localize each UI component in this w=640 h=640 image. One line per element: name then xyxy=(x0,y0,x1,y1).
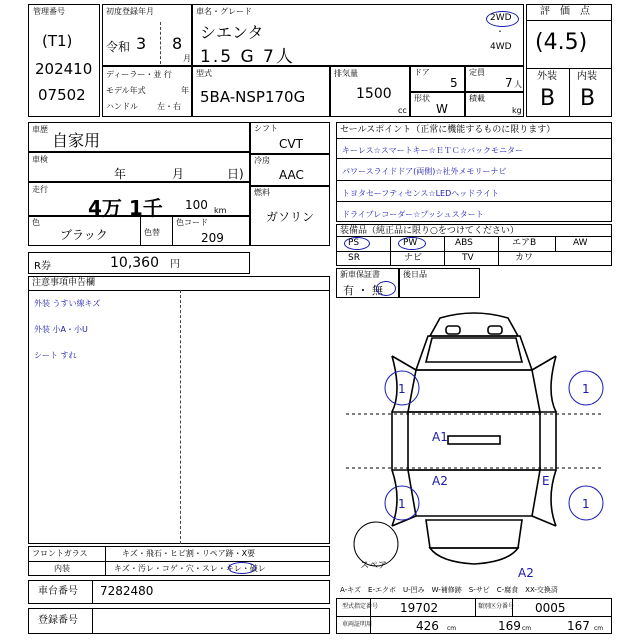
shape-value: W xyxy=(436,102,448,116)
glass-value: キズ・飛石・ヒビ割・リペア跡・X要 xyxy=(122,549,256,558)
int-label: 内装 xyxy=(577,71,597,82)
ext-grade: B xyxy=(540,86,556,111)
interior-value: キズ・汚レ・コゲ・穴・スレ・キレ・破レ xyxy=(114,564,266,573)
drive-4wd: 4WD xyxy=(490,42,512,52)
chassis-value: 7282480 xyxy=(100,584,154,598)
cap-unit: 人 xyxy=(514,80,522,89)
diag-label: 1 xyxy=(398,497,406,511)
shift-value: CVT xyxy=(279,137,303,151)
cap-label: 定員 xyxy=(469,68,485,77)
equip-aw: AW xyxy=(573,238,588,248)
diag-label: E xyxy=(542,474,550,488)
spec-type-label: 型式指定番号 xyxy=(342,603,379,610)
spec-dim-label: 車両証明用 xyxy=(342,621,373,628)
diag-label: A2 xyxy=(432,474,448,488)
cap-value: 7 xyxy=(505,76,513,90)
sales-point: キーレス☆スマートキー☆ＥＴＣ☆バックモニター xyxy=(342,146,523,155)
shift-label: シフト xyxy=(254,124,278,133)
equip-pw: PW xyxy=(403,238,418,248)
mgmt-num1: 202410 xyxy=(35,60,93,78)
insp-day: 日) xyxy=(227,167,244,181)
reg-year: 3 xyxy=(136,34,147,53)
drive-dot: ・ xyxy=(496,27,504,36)
drive-2wd: 2WD xyxy=(490,13,512,23)
spec-height: 167 xyxy=(567,619,590,633)
disp-unit: cc xyxy=(398,106,407,115)
regnum-label: 登録番号 xyxy=(38,615,78,626)
spec-type-val: 19702 xyxy=(400,601,439,615)
usage-label: 車歴 xyxy=(32,125,48,134)
color-label: 色 xyxy=(32,218,40,227)
interior-sure-circle xyxy=(228,562,256,574)
fuel-value: ガソリン xyxy=(266,210,315,224)
color-change: 色替 xyxy=(144,228,160,237)
reg-era: 令和 xyxy=(106,40,131,54)
insp-year: 年 xyxy=(114,167,127,181)
color-code-label: 色コード xyxy=(176,218,208,227)
car-grade: 1.5 G 7人 xyxy=(200,47,295,67)
notes-item: 外装 小A・小U xyxy=(34,325,88,334)
reg-month-unit: 月 xyxy=(183,54,191,63)
recycle-label: R券 xyxy=(34,261,51,272)
disp-value: 1500 xyxy=(356,86,392,102)
load-label: 積載 xyxy=(469,94,485,103)
sales-point: パワースライドドア(両側)☆社外メモリーナビ xyxy=(342,167,507,176)
diag-label: 1 xyxy=(582,382,590,396)
warranty-none-circle xyxy=(376,281,396,296)
date-label: 後日品 xyxy=(403,270,427,279)
door-value: 5 xyxy=(450,76,458,90)
notes-box xyxy=(28,276,330,544)
type-label: 型式 xyxy=(196,69,212,78)
spare-label: スペア xyxy=(360,561,388,571)
recycle-value: 10,360 xyxy=(110,255,159,271)
mileage-label: 走行 xyxy=(32,185,48,194)
year-unit: 年 xyxy=(181,86,189,95)
dealer-label: ディーラー・並 行 xyxy=(106,70,172,79)
ac-value: AAC xyxy=(279,168,304,182)
equip-navi: ナビ xyxy=(404,253,423,263)
color-value: ブラック xyxy=(60,228,108,242)
mgmt-num2: 07502 xyxy=(38,86,86,104)
fuel-label: 燃料 xyxy=(254,188,270,197)
sales-point: ドライブレコーダー☆プッシュスタート xyxy=(342,210,484,219)
warranty-label: 新車保証書 xyxy=(340,270,380,279)
diag-label: 1 xyxy=(398,382,406,396)
equip-airbag: エアB xyxy=(512,238,537,248)
legend: A-キズ E-エクボ U-凹み W-補修跡 S-サビ C-腐食 XX-交換済 xyxy=(340,586,558,594)
sales-label: セールスポイント（正常に機能するものに限ります） xyxy=(340,125,556,135)
notes-item: 外装 うすい線キズ xyxy=(34,299,101,308)
ext-label: 外装 xyxy=(537,71,557,82)
insp-month: 月 xyxy=(172,167,185,181)
spec-unit: cm xyxy=(522,625,532,632)
mileage-value: 4万 1千 xyxy=(88,196,163,220)
int-grade: B xyxy=(580,86,596,111)
spec-length: 426 xyxy=(416,619,439,633)
interior-label: 内装 xyxy=(54,564,70,573)
spec-unit: cm xyxy=(594,625,604,632)
diag-label: A2 xyxy=(518,566,534,580)
glass-label: フロントガラス xyxy=(32,549,88,558)
car-label: 車名・グレード xyxy=(196,7,252,16)
chassis-label: 車台番号 xyxy=(38,586,78,597)
reg-label: 初度登録年月 xyxy=(106,7,154,16)
load-unit: kg xyxy=(512,106,522,115)
insp-box xyxy=(28,152,250,182)
car-diagram xyxy=(336,300,612,578)
diag-label: A1 xyxy=(432,430,448,444)
color-code: 209 xyxy=(201,231,224,245)
handle-val: 左・右 xyxy=(157,102,181,111)
equip-sr: SR xyxy=(348,253,360,263)
notes-label: 注意事項申告欄 xyxy=(32,278,96,288)
car-name: シエンタ xyxy=(200,23,264,42)
spec-unit: cm xyxy=(447,625,457,632)
model-year-label: モデル年式 xyxy=(106,86,146,95)
equip-abs: ABS xyxy=(455,238,473,248)
insp-label: 車検 xyxy=(32,155,48,164)
mileage-unit: km xyxy=(214,206,227,215)
equip-tv: TV xyxy=(462,253,474,263)
disp-label: 排気量 xyxy=(334,69,358,78)
type-value: 5BA-NSP170G xyxy=(200,88,306,106)
reg-month: 8 xyxy=(172,34,183,53)
notes-item: シート すれ xyxy=(34,351,77,360)
equip-ps: PS xyxy=(348,238,360,248)
spec-width: 169 xyxy=(498,619,521,633)
spec-class-val: 0005 xyxy=(535,601,566,615)
mgmt-label: 管理番号 xyxy=(33,7,65,16)
door-label: ドア xyxy=(414,68,430,77)
handle-label: ハンドル xyxy=(106,102,138,111)
spec-class-label: 類別区分番号 xyxy=(478,603,515,610)
shape-label: 形状 xyxy=(414,94,430,103)
mileage-hundreds: 100 xyxy=(185,198,208,212)
warranty-value: 有 ・ 無 xyxy=(343,284,383,297)
recycle-unit: 円 xyxy=(170,259,180,270)
grade-label: 評 価 点 xyxy=(540,6,590,17)
mgmt-t: (T1) xyxy=(42,32,73,50)
usage-value: 自家用 xyxy=(52,131,101,150)
grade-score: (4.5) xyxy=(535,30,588,55)
diag-label: 1 xyxy=(582,497,590,511)
sales-point: トヨタセーフティセンス☆LEDヘッドライト xyxy=(342,189,500,198)
ac-label: 冷房 xyxy=(254,156,270,165)
equip-leather: カワ xyxy=(515,253,534,263)
equip-label: 装備品（純正品に限り○をつけてください） xyxy=(340,226,519,236)
